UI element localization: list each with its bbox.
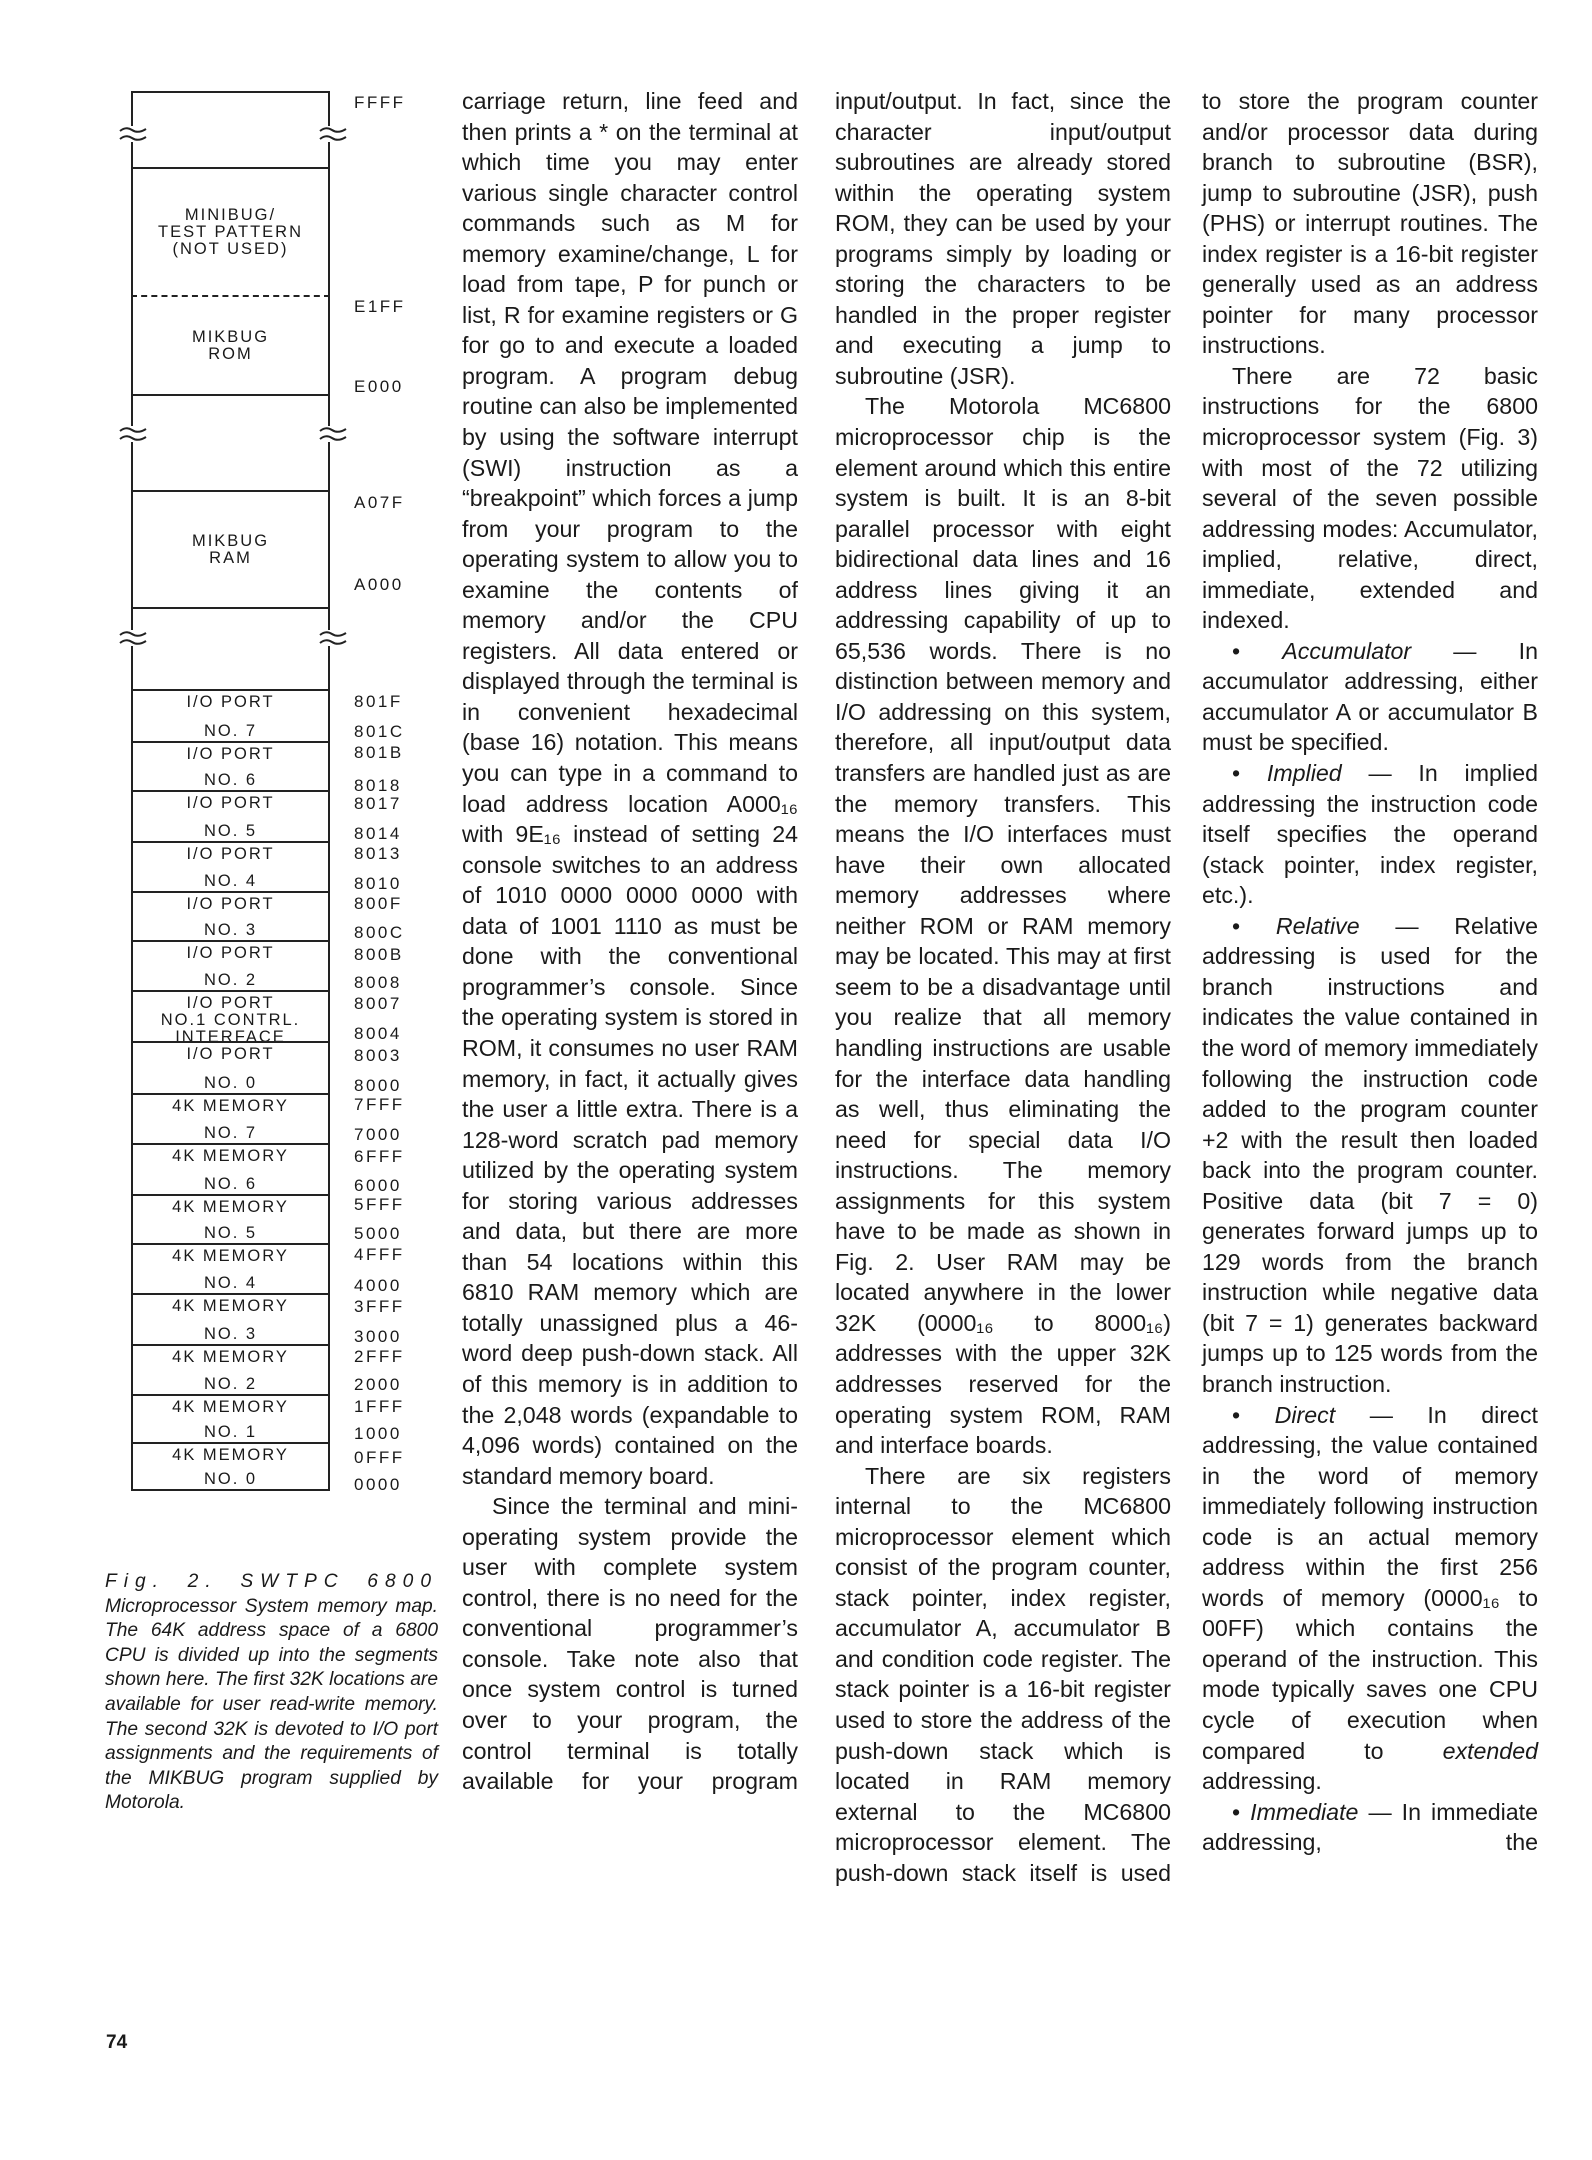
segment-label: INTERFACE [175, 1028, 286, 1046]
mode-text: — Relative addressing is used for the branch instructions and indicates the value contained in the word of memory immediately following the instruction code added to the program counter +2 with the result then loaded back into the program counter. Positive data (bit 7 = 0) generates forward jumps up to 129 words from the branch instruction while negative data (bit 7 = 1) generates backward jumps up to 125 words from the branch instruction. [1202, 912, 1539, 1397]
segment-label: ROM [208, 344, 253, 363]
mode-term: Accumulator [1282, 637, 1412, 664]
segment-label: 4K MEMORY [172, 1297, 289, 1315]
segment-label: I/O PORT [186, 845, 275, 863]
memory-segment [131, 940, 330, 990]
memory-map-figure [0, 0, 450, 1520]
address-label: 8003 [354, 1046, 402, 1065]
mode-term: Relative [1275, 912, 1360, 939]
address-label: 3FFF [354, 1297, 405, 1316]
break-mark-icon [318, 123, 348, 145]
figure-caption [105, 1570, 438, 1816]
mode-term: Implied [1266, 760, 1342, 787]
paragraph: input/output. In fact, since the character input/output subroutines are already stored within the operating system ROM, they can be used by your programs simply by loading or storing the characters to be handled in the proper register and executing a jump to subroutine (JSR). [835, 88, 1171, 389]
segment-label: NO. 2 [203, 971, 258, 989]
segment-label: NO. 3 [203, 921, 258, 939]
address-label: A07F [354, 493, 405, 512]
paragraph: There are 72 basic instructions for the 6800 microprocessor system (Fig. 3) with most of the 72 utilizing several of the seven possible addressing modes: Accumulator, implied, relative, direct, immediate, extended and indexed. [1202, 362, 1538, 634]
address-label: E000 [354, 377, 404, 396]
bullet: • [1232, 760, 1267, 787]
segment-label: I/O PORT [186, 944, 275, 962]
address-label: 5FFF [354, 1195, 405, 1214]
segment-label: NO. 0 [203, 1074, 258, 1092]
segment-label: NO. 1 [203, 1423, 258, 1441]
address-label: 7000 [354, 1125, 402, 1144]
paragraph: to store the program counter and/or processor data during branch to subroutine (BSR), jump to subroutine (JSR), push (PHS) or interrupt routines. The index register is a 16-bit register generally used as an address pointer for many processor instructions. [1202, 88, 1538, 359]
segment-label: NO.1 CONTRL. [160, 1011, 301, 1029]
address-label: 800F [354, 894, 403, 913]
address-label: 2000 [354, 1375, 402, 1394]
bullet: • [1232, 1798, 1251, 1825]
address-label: 0FFF [354, 1448, 405, 1467]
address-label: 0000 [354, 1475, 402, 1494]
segment-label: NO. 7 [203, 1124, 258, 1142]
memory-segment [131, 741, 330, 790]
segment-label: I/O PORT [186, 693, 275, 711]
address-label: 801B [354, 743, 404, 762]
break-mark-icon [118, 627, 148, 649]
memory-segment [131, 1143, 330, 1194]
memory-segment [131, 891, 330, 940]
address-label: 8018 [354, 776, 402, 795]
mode-text: — In implied addressing the instruction code itself specifies the operand (stack pointer, index register, etc.). [1202, 760, 1538, 909]
paragraph: carriage return, line feed and then prints a * on the terminal at which time you may enter various single character control commands such as M for memory examine/change, L for load from tape, P for punch or list, R for examine registers or G for go to and execute a loaded program. A program debug routine can also be implemented by using the software interrupt (SWI) instruction as a “breakpoint” which forces a jump from your program to the operating system to allow you to examine the contents of memory and/or the CPU registers. All data entered or displayed through the terminal is in convenient hexadecimal (base 16) notation. This means you can type in a command to load address location A000₁₆ with 9E₁₆ instead of setting 24 console switches to an address of 1010 0000 0000 0000 with data of 1001 1110 as must be done with the conventional programmer’s console. Since the operating system is stored in ROM, it consumes no user RAM memory, in fact, it actually gives the user a little extra. There is a 128-word scratch pad memory utilized by the operating system for storing various addresses and data, but there are more than 54 locations within this 6810 RAM memory which are totally unassigned plus a 46-word deep push-down stack. All of this memory is in addition to the 2,048 words (expandable to 4,096 words) contained on the standard memory board. [462, 88, 798, 1489]
address-label: 800C [354, 923, 405, 942]
segment-label: 4K MEMORY [172, 1147, 289, 1165]
address-label: 1FFF [354, 1397, 405, 1416]
address-label: 8013 [354, 844, 402, 863]
address-label: 1000 [354, 1424, 402, 1443]
text-column-2 [835, 86, 1171, 1888]
address-label: 2FFF [354, 1347, 405, 1366]
memory-segment [131, 295, 330, 394]
memory-segment [131, 1394, 330, 1442]
segment-label: NO. 6 [203, 1175, 258, 1193]
mode-accumulator [1202, 636, 1538, 758]
address-label: 3000 [354, 1327, 402, 1346]
memory-segment [131, 394, 330, 490]
mode-term-extended: extended [1442, 1737, 1538, 1764]
segment-label: MIKBUG [191, 531, 270, 550]
address-label: 801F [354, 692, 403, 711]
address-label: E1FF [354, 297, 406, 316]
segment-label: TEST PATTERN [157, 222, 303, 241]
memory-segment [131, 1243, 330, 1293]
address-label: 6FFF [354, 1147, 405, 1166]
break-mark-icon [318, 627, 348, 649]
paragraph: The Motorola MC6800 microprocessor chip is the element around which this entire system is built. It is an 8-bit parallel processor with eight bidirectional data lines and 16 address lines giving it an addressing capability of up to 65,536 words. There is no distinction between memory and I/O addressing on this system, therefore, all input/output data transfers are handled just as are the memory transfers. This means the I/O interfaces must have their own allocated memory addresses where neither ROM or RAM memory may be located. This may at first seem to be a disadvantage until you realize that all memory handling instructions are usable for the interface data handling as well, thus eliminating the need for special data I/O instructions. The memory assignments for this system have to be made as shown in Fig. 2. User RAM may be located anywhere in the lower 32K (0000₁₆ to 8000₁₆) addresses with the upper 32K addresses reserved for the operating system ROM, RAM and interface boards. [835, 393, 1171, 1459]
address-label: 8008 [354, 973, 402, 992]
break-mark-icon [318, 423, 348, 445]
caption-lead: Fig. 2. SWTPC 6800 [105, 1571, 438, 1592]
mode-immediate [1202, 1797, 1538, 1858]
segment-label: 4K MEMORY [172, 1348, 289, 1366]
memory-segment [131, 1194, 330, 1243]
mode-term: Immediate [1250, 1798, 1359, 1825]
segment-label: MINIBUG/ [184, 205, 277, 224]
segment-label: MIKBUG [191, 327, 270, 346]
segment-label: NO. 3 [203, 1325, 258, 1343]
address-label: A000 [354, 575, 404, 594]
address-label: 6000 [354, 1176, 402, 1195]
memory-segment [131, 1093, 330, 1143]
bullet: • [1232, 912, 1276, 939]
segment-label: NO. 5 [203, 1224, 258, 1242]
segment-label: 4K MEMORY [172, 1097, 289, 1115]
mode-text: — In immediate addressing, the [1202, 1798, 1538, 1856]
segment-label: I/O PORT [186, 745, 275, 763]
page-number: 74 [106, 2032, 128, 2053]
segment-label: I/O PORT [186, 1045, 275, 1063]
mode-relative [1202, 911, 1538, 1400]
address-label: 8014 [354, 824, 402, 843]
memory-segment [131, 1041, 330, 1093]
bullet: • [1232, 637, 1283, 664]
mode-text: addressing. [1202, 1768, 1322, 1795]
address-label: 7FFF [354, 1095, 405, 1114]
memory-segment [131, 689, 330, 741]
bullet: • [1232, 1401, 1275, 1428]
address-label: 4000 [354, 1276, 402, 1295]
segment-label: NO. 5 [203, 822, 258, 840]
mode-text: — In direct addressing, the value contained in the word of memory immediately following instruction code is an actual memory address within the first 256 words of memory (0000₁₆ to 00FF) which contains the operand of the instruction. This mode typically saves one CPU cycle of execution when compared to [1202, 1401, 1538, 1764]
memory-segment [131, 990, 330, 1046]
paragraph: Since the terminal and mini-operating system provide the user with complete system control, there is no need for the conventional programmer’s console. Take note also that once system control is turned over to your program, the control terminal is totally available for your program [462, 1493, 798, 1795]
address-label: 8004 [354, 1024, 402, 1043]
address-label: 8010 [354, 874, 402, 893]
text-column-3 [1202, 86, 1538, 1858]
segment-label: (NOT USED) [172, 239, 289, 258]
mode-implied [1202, 758, 1538, 911]
break-mark-icon [118, 423, 148, 445]
segment-label: I/O PORT [186, 794, 275, 812]
address-label: 8017 [354, 794, 402, 813]
segment-label: NO. 4 [203, 1274, 258, 1292]
segment-label: NO. 6 [203, 771, 258, 789]
memory-segment [131, 841, 330, 891]
memory-segment [131, 1344, 330, 1394]
segment-label: NO. 0 [203, 1470, 258, 1488]
memory-segment [131, 1442, 330, 1491]
memory-segment [131, 790, 330, 841]
segment-label: 4K MEMORY [172, 1398, 289, 1416]
segment-label: NO. 2 [203, 1375, 258, 1393]
mode-text: — In accumulator addressing, either accumulator A or accumulator B must be specified. [1202, 637, 1538, 756]
memory-segment [131, 1293, 330, 1344]
segment-label: 4K MEMORY [172, 1198, 289, 1216]
memory-segment [131, 91, 330, 167]
segment-label: NO. 4 [203, 872, 258, 890]
segment-label: I/O PORT [186, 994, 275, 1012]
address-label: 8000 [354, 1076, 402, 1095]
address-label: 5000 [354, 1224, 402, 1243]
mode-term: Direct [1274, 1401, 1336, 1428]
address-label: 8007 [354, 994, 402, 1013]
paragraph: There are six registers internal to the MC6800 microprocessor element which consist of the program counter, stack pointer, index register, accumulator A, accumulator B and condition code register. The stack pointer is a 16-bit register used to store the address of the push-down stack which is located in RAM memory external to the MC6800 microprocessor element. The push-down stack itself is used [835, 1462, 1171, 1886]
memory-segment [131, 607, 330, 689]
segment-label: RAM [209, 548, 252, 567]
text-column-1 [462, 86, 798, 1797]
caption-text: Microprocessor System memory map. The 64K address space of a 6800 CPU is divided up into the segments shown here. The first 32K locations are available for user read-write memory. The second 32K is devoted to I/O port assignments and the requirements of the MIKBUG program supplied by Motorola. [105, 1595, 438, 1814]
break-mark-icon [118, 123, 148, 145]
segment-label: 4K MEMORY [172, 1247, 289, 1265]
mode-direct [1202, 1400, 1538, 1797]
memory-segment [131, 167, 330, 295]
segment-label: NO. 7 [203, 722, 258, 740]
segment-label: I/O PORT [186, 895, 275, 913]
address-label: FFFF [354, 93, 406, 112]
address-label: 800B [354, 945, 404, 964]
memory-segment [131, 490, 330, 607]
segment-label: 4K MEMORY [172, 1446, 289, 1464]
address-label: 4FFF [354, 1245, 405, 1264]
address-label: 801C [354, 722, 405, 741]
